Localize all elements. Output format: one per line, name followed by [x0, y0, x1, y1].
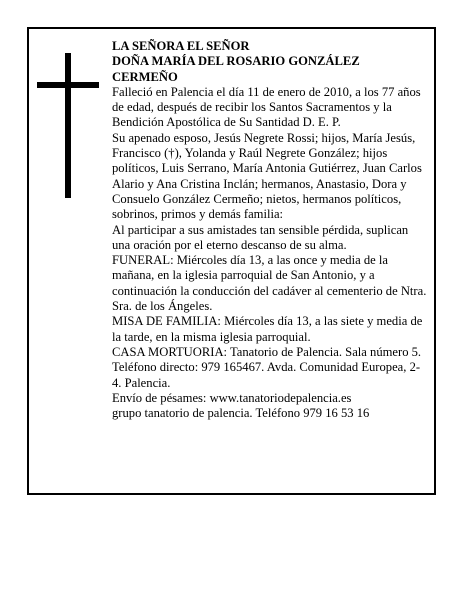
funeral-paragraph: FUNERAL: Miércoles día 13, a las once y media de la mañana, en la iglesia parroquial de San Antonio, y a continuación la conducción del cadáver al cementerio de Ntra. Sra. de los Ángeles.	[112, 253, 427, 314]
death-paragraph: Falleció en Palencia el día 11 de enero de 2010, a los 77 años de edad, después de recibir los Santos Sacramentos y la Bendición Apostólica de Su Santidad D. E. P.	[112, 84, 421, 130]
request-paragraph: Al participar a sus amistades tan sensible pérdida, suplican una oración por el eterno descanso de su alma.	[112, 222, 409, 252]
company-line: grupo tanatorio de palencia. Teléfono 979 16 53 16	[112, 406, 370, 421]
cross-vertical-bar	[65, 53, 71, 198]
mortuary-paragraph: CASA MORTUORIA: Tanatorio de Palencia. Sala número 5. Teléfono directo: 979 165467. Avda. Comunidad Europea, 2-4. Palencia.	[112, 344, 422, 390]
cross-horizontal-bar	[37, 82, 99, 88]
obituary-text	[112, 39, 427, 421]
condolences-line: Envío de pésames: www.tanatoriodepalencia.es	[112, 390, 352, 405]
family-paragraph: Su apenado esposo, Jesús Negrete Rossi; hijos, María Jesús, Francisco (†), Yolanda y Raúl Negrete González; hijos políticos, Luis Serrano, María Antonia Gutiérrez, Juan Carlos Alario y Ana Cristina Inclán; hermanos, Anastasio, Dora y Consuelo González Cermeño; nietos, hermanos políticos, sobrinos, primos y demás familia:	[112, 130, 422, 222]
heading-title: LA SEÑORA EL SEÑOR	[112, 39, 250, 53]
deceased-name: DOÑA MARÍA DEL ROSARIO GONZÁLEZ CERMEÑO	[112, 54, 360, 84]
family-mass-paragraph: MISA DE FAMILIA: Miércoles día 13, a las siete y media de la tarde, en la misma iglesia parroquial.	[112, 314, 423, 344]
